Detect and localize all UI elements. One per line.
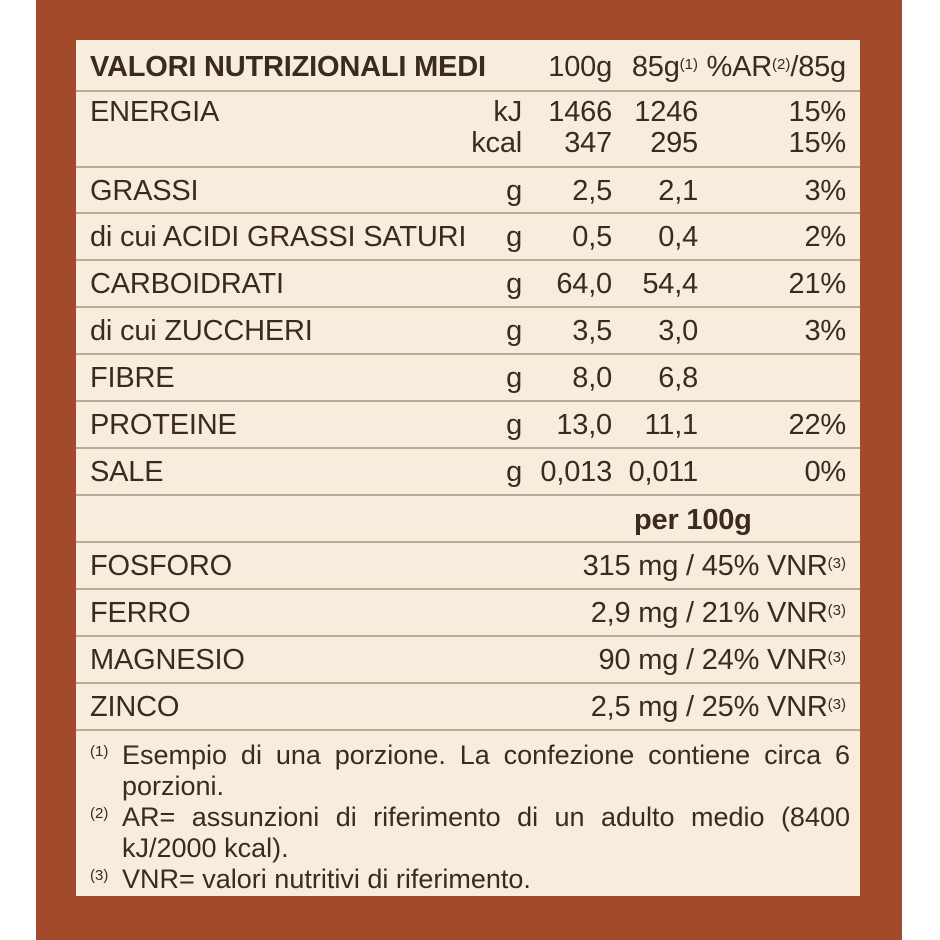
row-value-85g: 295 — [650, 127, 698, 159]
row-value-85g: 2,1 — [658, 175, 698, 207]
nutrition-table — [76, 40, 860, 896]
row-label: di cui ACIDI GRASSI SATURI — [90, 221, 467, 253]
row-value-85g: 0,4 — [658, 221, 698, 253]
minerals-header: per 100g — [634, 504, 752, 536]
row-value-100g: 0,5 — [572, 221, 612, 253]
footnote-mark: (3) — [90, 867, 109, 884]
row-value-ar: 15% — [788, 96, 846, 128]
table-title: VALORI NUTRIZIONALI MEDI — [90, 51, 486, 83]
row-value-ar: 21% — [788, 268, 846, 300]
row-value-ar: 0% — [804, 456, 846, 488]
row-value-100g: 64,0 — [556, 268, 612, 300]
footnote-mark: (1) — [90, 743, 109, 760]
mineral-label: MAGNESIO — [90, 644, 245, 676]
row-value-ar: 3% — [804, 175, 846, 207]
row-unit: g — [506, 221, 522, 253]
column-ar: %AR$^{(2)}$/85g — [706, 51, 846, 83]
row-unit: kcal — [471, 127, 522, 159]
mineral-row — [76, 682, 860, 731]
mineral-value: 2,9 mg / 21% VNR$^{(3)}$ — [590, 597, 846, 629]
row-value-100g: 13,0 — [556, 409, 612, 441]
table-row — [76, 166, 860, 214]
row-value-85g: 54,4 — [642, 268, 698, 300]
row-value-ar: 15% — [788, 127, 846, 159]
mineral-row — [76, 635, 860, 684]
mineral-value: 90 mg / 24% VNR$^{(3)}$ — [598, 644, 846, 676]
footnote — [90, 802, 850, 864]
table-row — [76, 212, 860, 261]
row-unit: g — [506, 175, 522, 207]
row-label: FIBRE — [90, 362, 175, 394]
table-row — [76, 259, 860, 308]
footnote — [90, 864, 850, 895]
row-value-100g: 0,013 — [540, 456, 612, 488]
row-unit: g — [506, 362, 522, 394]
mineral-row — [76, 588, 860, 637]
row-value-100g: 3,5 — [572, 315, 612, 347]
row-unit: g — [506, 456, 522, 488]
mineral-row — [76, 541, 860, 590]
mineral-label: ZINCO — [90, 691, 180, 723]
column-85g: $85g^{(1)}$ — [631, 51, 698, 83]
row-value-85g: 0,011 — [628, 456, 698, 488]
row-unit: g — [506, 268, 522, 300]
table-row — [76, 306, 860, 355]
mineral-value: 315 mg / 45% VNR$^{(3)}$ — [582, 550, 846, 582]
table-row — [76, 400, 860, 449]
table-row — [76, 447, 860, 496]
footnotes — [90, 740, 850, 895]
minerals-header-row — [76, 494, 860, 543]
row-label: PROTEINE — [90, 409, 237, 441]
row-value-85g: 6,8 — [658, 362, 698, 394]
row-value-85g: 3,0 — [658, 315, 698, 347]
row-value-100g: 1466 — [548, 96, 612, 128]
row-value-ar: 22% — [788, 409, 846, 441]
row-label: GRASSI — [90, 175, 199, 207]
footnote-text: Esempio di una porzione. La confezione contiene circa 6 porzioni. — [122, 740, 850, 801]
mineral-label: FERRO — [90, 597, 191, 629]
row-label: CARBOIDRATI — [90, 268, 284, 300]
mineral-label: FOSFORO — [90, 550, 232, 582]
row-unit: g — [506, 315, 522, 347]
row-value-ar: 2% — [804, 221, 846, 253]
table-header-row — [76, 40, 860, 92]
footnote-text: VNR= valori nutritivi di riferimento. — [122, 864, 531, 894]
row-unit: kJ — [493, 96, 522, 128]
row-value-85g: 1246 — [634, 96, 698, 128]
mineral-value: 2,5 mg / 25% VNR$^{(3)}$ — [590, 691, 846, 723]
table-row — [76, 353, 860, 402]
footnote-text: AR= assunzioni di riferimento di un adulto medio (8400 kJ/2000 kcal). — [122, 802, 850, 863]
footnote — [90, 740, 850, 802]
row-label: ENERGIA — [90, 96, 220, 128]
row-value-100g: 347 — [564, 127, 612, 159]
row-value-100g: 8,0 — [572, 362, 612, 394]
column-100g: 100g — [548, 51, 612, 83]
row-label: SALE — [90, 456, 164, 488]
row-label: di cui ZUCCHERI — [90, 315, 313, 347]
row-value-85g: 11,1 — [644, 409, 698, 441]
row-unit: g — [506, 409, 522, 441]
row-value-ar: 3% — [804, 315, 846, 347]
table-row-energia — [76, 90, 860, 168]
footnote-mark: (2) — [90, 805, 109, 822]
row-value-100g: 2,5 — [572, 175, 612, 207]
